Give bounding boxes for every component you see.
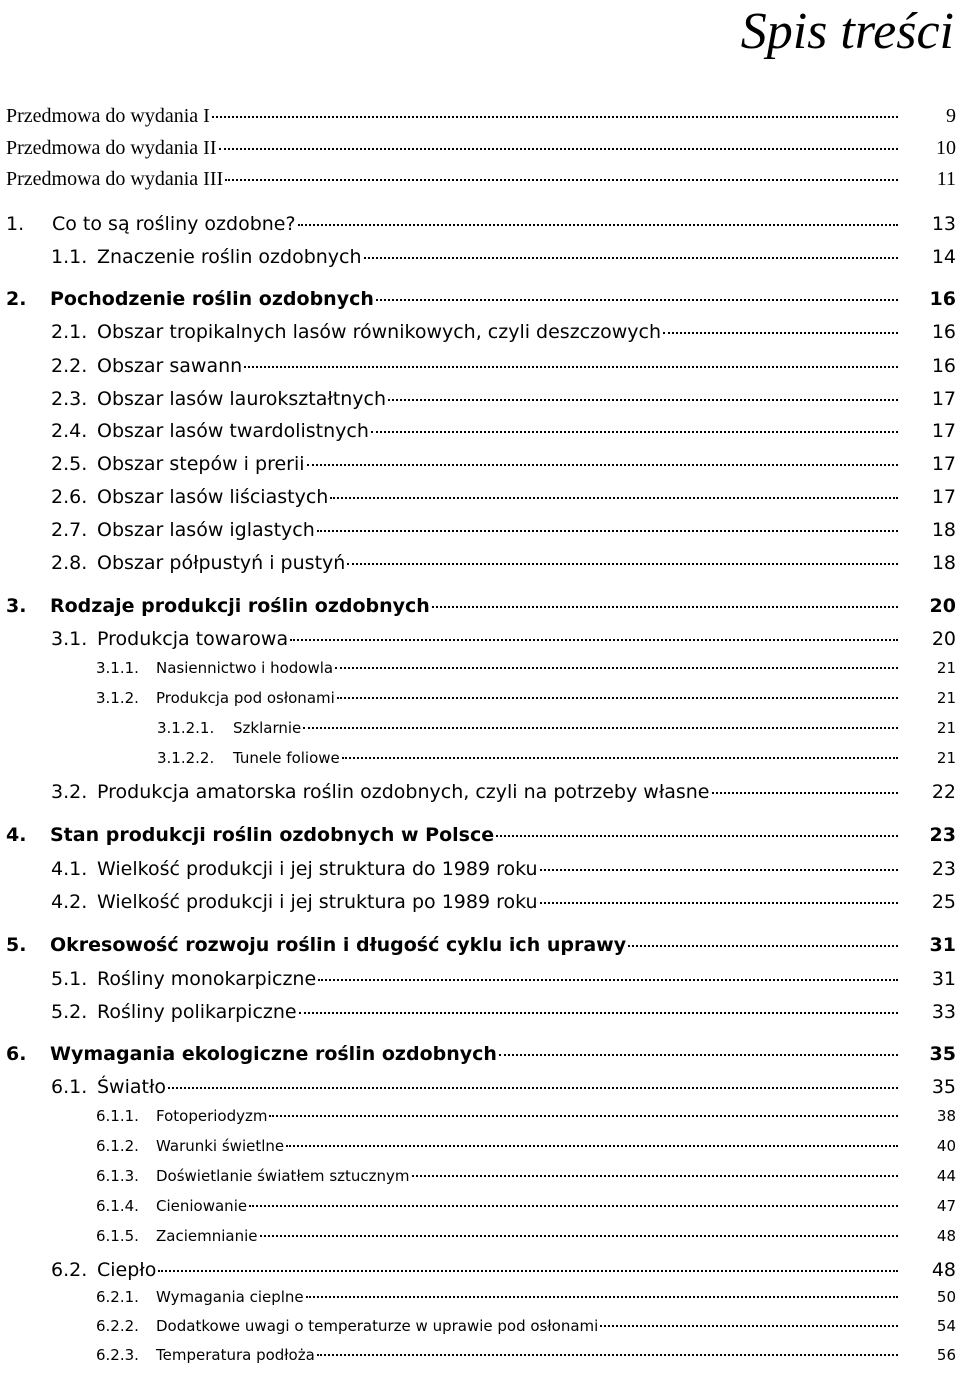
dot-leader [317, 1354, 898, 1356]
toc-entry[interactable] [0, 486, 960, 508]
dot-leader [317, 530, 898, 532]
toc-entry-number: 6.2.2. [96, 1317, 139, 1335]
dot-leader [244, 366, 898, 368]
dot-leader [290, 639, 898, 641]
dot-leader [540, 902, 898, 904]
toc-entry-title: Warunki świetlne [156, 1137, 285, 1155]
dot-leader [600, 1325, 898, 1327]
toc-entry[interactable] [0, 659, 960, 677]
toc-entry[interactable] [0, 137, 960, 160]
toc-entry-page: 21 [936, 689, 956, 707]
toc-entry-title: Temperatura podłoża [156, 1346, 315, 1364]
dot-leader [306, 1296, 898, 1298]
toc-entry-title: Obszar lasów iglastych [97, 519, 315, 541]
toc-entry-number: 3.2. [51, 781, 88, 803]
toc-entry-title: Dodatkowe uwagi o temperaturze w uprawie pod osłonami [156, 1317, 599, 1335]
toc-entry-page: 25 [931, 891, 956, 913]
toc-entry-title: Produkcja pod osłonami [156, 689, 335, 707]
toc-entry-page: 14 [931, 246, 956, 268]
dot-leader [219, 148, 899, 150]
toc-entry-number: 2.3. [51, 388, 88, 410]
dot-leader [628, 945, 898, 947]
toc-entry-number: 4. [6, 824, 27, 846]
toc-entry-title: Obszar stepów i prerii [97, 453, 305, 475]
toc-entry-page: 38 [936, 1107, 956, 1125]
dot-leader [260, 1235, 899, 1237]
toc-entry-title: Obszar tropikalnych lasów równikowych, czyli deszczowych [97, 321, 661, 343]
toc-entry-page: 17 [931, 453, 956, 475]
toc-entry-title: Nasiennictwo i hodowla [156, 659, 334, 677]
toc-entry[interactable] [0, 934, 960, 956]
toc-entry-title: Ciepło [97, 1259, 157, 1281]
toc-entry-page: 35 [931, 1076, 956, 1098]
toc-entry-title: Rodzaje produkcji roślin ozdobnych [50, 595, 430, 617]
dot-leader [364, 257, 898, 259]
toc-entry[interactable] [0, 1167, 960, 1185]
toc-entry[interactable] [0, 453, 960, 475]
toc-entry-page: 18 [931, 519, 956, 541]
dot-leader [540, 869, 898, 871]
toc-entry[interactable] [0, 858, 960, 880]
dot-leader [371, 431, 898, 433]
toc-entry-number: 3.1.2.1. [157, 719, 215, 737]
toc-entry[interactable] [0, 1288, 960, 1306]
toc-entry[interactable] [0, 105, 960, 128]
toc-entry-title: Rośliny monokarpiczne [97, 968, 317, 990]
toc-entry-page: 44 [936, 1167, 956, 1185]
toc-entry-page: 9 [946, 105, 956, 127]
toc-entry[interactable] [0, 749, 960, 767]
dot-leader [158, 1270, 898, 1272]
toc-entry-page: 23 [931, 858, 956, 880]
toc-entry-number: 3.1.1. [96, 659, 139, 677]
toc-entry-number: 2.6. [51, 486, 88, 508]
toc-entry-title: Znaczenie roślin ozdobnych [97, 246, 362, 268]
toc-entry-title: Stan produkcji roślin ozdobnych w Polsce [50, 824, 495, 846]
dot-leader [432, 606, 898, 608]
toc-entry[interactable] [0, 552, 960, 574]
toc-entry-title: Fotoperiodyzm [156, 1107, 268, 1125]
toc-entry-title: Wymagania ekologiczne roślin ozdobnych [50, 1043, 497, 1065]
dot-leader [286, 1145, 898, 1147]
toc-entry[interactable] [0, 595, 960, 617]
dot-leader [388, 399, 898, 401]
dot-leader [499, 1054, 898, 1056]
toc-entry-number: 5.1. [51, 968, 88, 990]
toc-entry-number: 2.8. [51, 552, 88, 574]
toc-entry[interactable] [0, 1107, 960, 1125]
dot-leader [299, 1012, 898, 1014]
toc-entry-number: 3.1.2.2. [157, 749, 215, 767]
dot-leader [335, 667, 898, 669]
toc-entry[interactable] [0, 1346, 960, 1364]
toc-entry-page: 20 [929, 595, 956, 617]
toc-entry-title: Przedmowa do wydania I [6, 105, 210, 127]
toc-entry-page: 48 [936, 1227, 956, 1245]
toc-entry-page: 17 [931, 388, 956, 410]
toc-entry-number: 2.5. [51, 453, 88, 475]
toc-entry-page: 16 [931, 355, 956, 377]
toc-entry[interactable] [0, 1076, 960, 1098]
toc-entry-title: Zaciemnianie [156, 1227, 258, 1245]
toc-entry[interactable] [0, 968, 960, 990]
toc-entry-title: Obszar lasów liściastych [97, 486, 329, 508]
toc-entry-page: 11 [936, 168, 956, 190]
toc-entry-title: Pochodzenie roślin ozdobnych [50, 288, 374, 310]
toc-entry-number: 2. [6, 288, 27, 310]
toc-entry-page: 40 [936, 1137, 956, 1155]
toc-entry-title: Szklarnie [233, 719, 302, 737]
dot-leader [496, 835, 898, 837]
dot-leader [303, 727, 898, 729]
toc-entry[interactable] [0, 781, 960, 803]
toc-entry[interactable] [0, 168, 960, 191]
toc-entry-page: 23 [929, 824, 956, 846]
toc-entry[interactable] [0, 388, 960, 410]
toc-entry[interactable] [0, 321, 960, 343]
toc-entry-title: Co to są rośliny ozdobne? [52, 213, 296, 235]
dot-leader [269, 1115, 898, 1117]
toc-entry-page: 47 [936, 1197, 956, 1215]
toc-entry-title: Rośliny polikarpiczne [97, 1001, 297, 1023]
toc-entry[interactable] [0, 1317, 960, 1335]
toc-entry-number: 4.1. [51, 858, 88, 880]
dot-leader [212, 116, 898, 118]
toc-entry-page: 48 [931, 1259, 956, 1281]
toc-entry[interactable] [0, 1259, 960, 1281]
dot-leader [712, 792, 899, 794]
toc-entry-number: 1.1. [51, 246, 88, 268]
dot-leader [225, 179, 898, 181]
toc-entry-title: Cieniowanie [156, 1197, 248, 1215]
toc-entry[interactable] [0, 628, 960, 650]
dot-leader [330, 497, 898, 499]
toc-entry-page: 33 [931, 1001, 956, 1023]
toc-entry-number: 2.4. [51, 420, 88, 442]
toc-entry-number: 3. [6, 595, 27, 617]
toc-entry-title: Produkcja towarowa [97, 628, 289, 650]
dot-leader [412, 1175, 898, 1177]
toc-entry[interactable] [0, 1227, 960, 1245]
toc-entry-title: Wielkość produkcji i jej struktura po 1989 roku [97, 891, 538, 913]
toc-entry-title: Obszar lasów twardolistnych [97, 420, 369, 442]
dot-leader [342, 757, 898, 759]
toc-entry-page: 31 [931, 968, 956, 990]
toc-entry-page: 22 [931, 781, 956, 803]
toc-entry-number: 5.2. [51, 1001, 88, 1023]
toc-entry-page: 16 [929, 288, 956, 310]
toc-entry-number: 3.1. [51, 628, 88, 650]
toc-entry-title: Obszar półpustyń i pustyń [97, 552, 346, 574]
toc-entry[interactable] [0, 1001, 960, 1023]
toc-entry-page: 21 [936, 659, 956, 677]
toc-entry[interactable] [0, 1137, 960, 1155]
dot-leader [337, 697, 898, 699]
toc-entry-number: 2.7. [51, 519, 88, 541]
toc-entry-page: 21 [936, 749, 956, 767]
toc-entry-number: 6.1.2. [96, 1137, 139, 1155]
toc-entry-title: Przedmowa do wydania II [6, 137, 217, 159]
toc-entry-number: 5. [6, 934, 27, 956]
toc-entry[interactable] [0, 288, 960, 310]
toc-entry[interactable] [0, 719, 960, 737]
dot-leader [318, 979, 898, 981]
toc-entry[interactable] [0, 1043, 960, 1065]
toc-entry-page: 10 [936, 137, 956, 159]
toc-entry-page: 17 [931, 486, 956, 508]
toc-entry-page: 54 [936, 1317, 956, 1335]
toc-entry-page: 50 [936, 1288, 956, 1306]
toc-entry-page: 21 [936, 719, 956, 737]
toc-entry-page: 31 [929, 934, 956, 956]
toc-entry-number: 2.2. [51, 355, 88, 377]
toc-entry-title: Okresowość rozwoju roślin i długość cyklu ich uprawy [50, 934, 627, 956]
toc-entry-number: 6.2.1. [96, 1288, 139, 1306]
toc-entry[interactable] [0, 246, 960, 268]
toc-entry[interactable] [0, 355, 960, 377]
toc-entry-title: Przedmowa do wydania III [6, 168, 224, 190]
toc-entry-title: Wymagania cieplne [156, 1288, 304, 1306]
toc-entry-page: 13 [931, 213, 956, 235]
toc-entry-number: 3.1.2. [96, 689, 139, 707]
dot-leader [249, 1205, 898, 1207]
toc-entry-title: Produkcja amatorska roślin ozdobnych, czyli na potrzeby własne [97, 781, 710, 803]
dot-leader [307, 464, 898, 466]
toc-entry[interactable] [0, 519, 960, 541]
toc-entry[interactable] [0, 824, 960, 846]
toc-entry-title: Doświetlanie światłem sztucznym [156, 1167, 410, 1185]
toc-entry-page: 17 [931, 420, 956, 442]
dot-leader [663, 332, 898, 334]
page-title: Spis treści [740, 3, 954, 60]
dot-leader [376, 299, 898, 301]
dot-leader [298, 224, 898, 226]
toc-entry[interactable] [0, 213, 960, 235]
toc-entry-title: Obszar lasów laurokształtnych [97, 388, 386, 410]
toc-entry-page: 35 [929, 1043, 956, 1065]
toc-entry-number: 6.1.1. [96, 1107, 139, 1125]
toc-entry-number: 6. [6, 1043, 27, 1065]
toc-entry-number: 6.2. [51, 1259, 88, 1281]
toc-entry-title: Światło [97, 1076, 166, 1098]
toc-entry-number: 6.1.3. [96, 1167, 139, 1185]
toc-entry-page: 16 [931, 321, 956, 343]
toc-entry-number: 6.1.5. [96, 1227, 139, 1245]
toc-entry-number: 6.2.3. [96, 1346, 139, 1364]
toc-entry[interactable] [0, 420, 960, 442]
toc-entry[interactable] [0, 689, 960, 707]
toc-entry-number: 2.1. [51, 321, 88, 343]
dot-leader [347, 563, 898, 565]
toc-entry-page: 56 [936, 1346, 956, 1364]
dot-leader [168, 1087, 898, 1089]
toc-entry-number: 4.2. [51, 891, 88, 913]
toc-entry-number: 1. [6, 213, 25, 235]
toc-entry[interactable] [0, 1197, 960, 1215]
toc-entry-page: 20 [931, 628, 956, 650]
toc-entry-number: 6.1. [51, 1076, 88, 1098]
toc-entry-title: Tunele foliowe [233, 749, 340, 767]
toc-entry-title: Wielkość produkcji i jej struktura do 1989 roku [97, 858, 538, 880]
toc-entry-number: 6.1.4. [96, 1197, 139, 1215]
toc-entry[interactable] [0, 891, 960, 913]
toc-entry-page: 18 [931, 552, 956, 574]
toc-entry-title: Obszar sawann [97, 355, 243, 377]
